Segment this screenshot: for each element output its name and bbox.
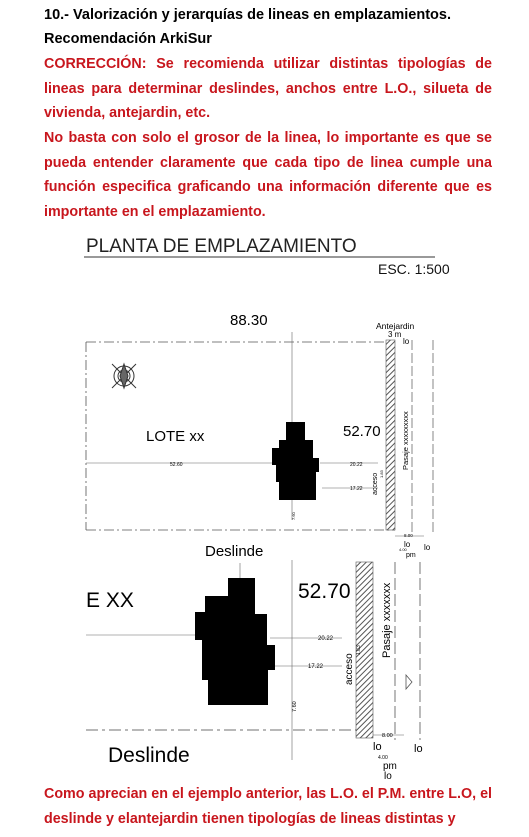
zoom-dim-760: 7.60	[292, 701, 298, 712]
plan-scale: ESC. 1:500	[378, 261, 450, 277]
zoom-lo-label-3: lo	[384, 771, 392, 782]
dim-5260: 52.60	[170, 462, 183, 468]
zoom-dim-800: 8.00	[382, 733, 393, 739]
antejardin-width: 3 m	[388, 330, 402, 339]
zoom-dim-1722: 17.22	[308, 664, 324, 670]
zoom-detail	[86, 560, 420, 760]
pasaje-label: Pasaje xxxxxxxxx	[401, 411, 410, 470]
dim-2022: 20.22	[350, 462, 363, 468]
zoom-dim-400: 4.00	[378, 755, 388, 761]
acceso-label: acceso	[372, 472, 379, 495]
dim-800: 8.00	[404, 533, 413, 538]
antejardin-label: Antejardin	[376, 321, 415, 331]
section-title: 10.- Valorización y jerarquías de lineas en emplazamientos.	[44, 7, 451, 23]
zoom-lo-label-2: lo	[414, 743, 423, 755]
lot-label: LOTE xx	[146, 428, 205, 445]
zoom-lo-label-1: lo	[373, 741, 382, 753]
dim-760: 7.60	[291, 512, 296, 520]
zoom-pm-label: pm	[383, 761, 397, 772]
depth-dimension: 52.70	[343, 423, 381, 440]
zoom-dim-2022: 20.22	[318, 636, 334, 642]
correction-paragraph: CORRECCIÓN: Se recomienda utilizar distintas tipologías de lineas para determinar deslindes, anchos entre L.O., silueta de vivienda, antejardin, etc.	[44, 56, 492, 121]
deslinde-label-upper: Deslinde	[205, 543, 264, 560]
plan-title: PLANTA DE EMPLAZAMIENTO	[86, 236, 357, 257]
zoom-depth-dimension: 52.70	[298, 580, 351, 603]
zoom-deslinde-label: Deslinde	[108, 744, 190, 767]
dim-183: 1.83	[379, 470, 384, 478]
house-silhouette	[272, 422, 319, 500]
explanation-paragraph: Como aprecian en el ejemplo anterior, las L.O. el P.M. entre L.O, el deslinde y elantejardin tienen tipologías de lineas distintas y	[44, 786, 492, 827]
pm-label: pm	[406, 552, 416, 559]
lo-label-1: lo	[404, 540, 411, 549]
dim-1722: 17.22	[350, 486, 363, 492]
width-dimension: 88.30	[230, 312, 268, 329]
house-silhouette-zoom	[195, 578, 275, 705]
recommendation-heading: Recomendación ArkiSur	[44, 31, 212, 47]
lo-label-top: lo	[403, 337, 410, 346]
zoom-acceso-label: acceso	[344, 653, 355, 685]
correction-paragraph-2: No basta con solo el grosor de la linea, lo importante es que se pueda entender claramente que cada tipo de linea cumple una función especifica graficando una información diferente que es importante en el emplazamiento.	[44, 130, 492, 220]
zoom-lot-label: E XX	[86, 589, 134, 612]
dim-400: 4.00	[399, 547, 407, 552]
zoom-pasaje-label: Pasaje xxxxxxx	[381, 582, 393, 658]
north-arrow-icon	[112, 364, 136, 388]
lo-label-2: lo	[424, 543, 431, 552]
zoom-dim-183: 1.83	[356, 645, 362, 655]
front-wall-hatch	[386, 340, 395, 530]
